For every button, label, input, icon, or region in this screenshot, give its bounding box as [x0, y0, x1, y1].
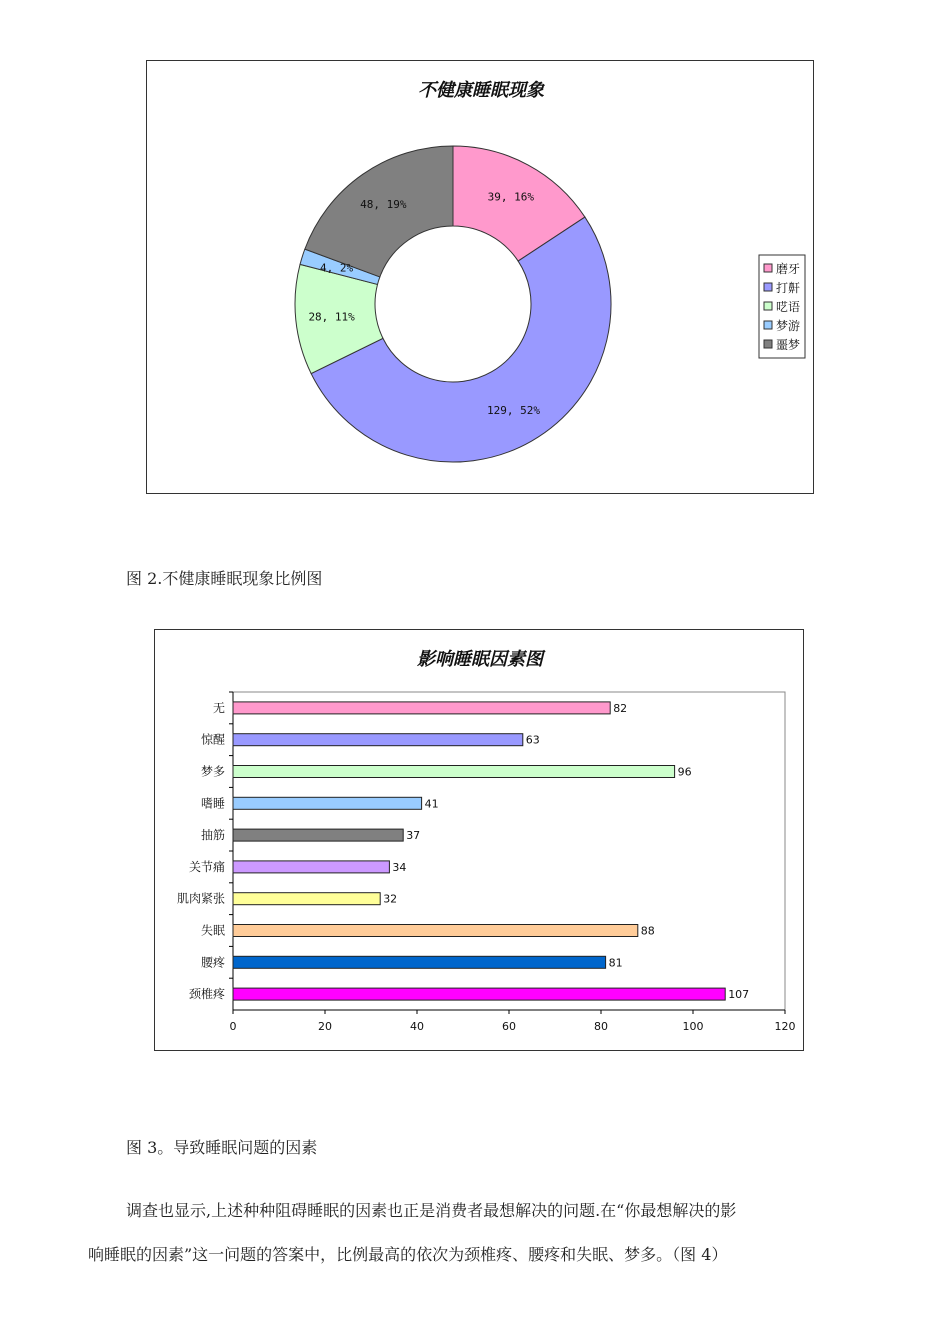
bar-value-label-9: 81 — [608, 956, 623, 970]
bar-value-label-3: 96 — [677, 765, 692, 779]
bar-category-label-6: 关节痛 — [188, 859, 225, 874]
bar-9 — [233, 956, 606, 968]
donut-slices — [295, 146, 611, 462]
donut-legend-label-3: 呓语 — [776, 300, 801, 314]
x-tick-label-1: 20 — [318, 1020, 332, 1033]
donut-legend-swatch-5 — [764, 340, 772, 348]
bar-category-label-8: 失眠 — [200, 923, 225, 938]
donut-chart-frame — [146, 60, 814, 494]
figure-2-caption: 图 2.不健康睡眠现象比例图 — [126, 569, 323, 588]
x-tick-label-2: 40 — [410, 1020, 424, 1033]
bar-category-label-10: 颈椎疼 — [188, 987, 225, 1002]
donut-slice-label-5: 48, 19% — [360, 197, 407, 211]
donut-legend-swatch-2 — [764, 283, 772, 291]
donut-slice-label-4: 4, 2% — [320, 261, 354, 275]
donut-slice-label-1: 39, 16% — [487, 190, 535, 204]
donut-slice-label-3: 28, 11% — [308, 310, 355, 324]
bar-chart — [155, 630, 805, 1052]
bar-3 — [233, 766, 675, 778]
donut-legend-label-2: 打鼾 — [776, 281, 801, 295]
x-tick-label-6: 120 — [774, 1020, 796, 1033]
x-tick-label-3: 60 — [502, 1020, 516, 1033]
donut-chart-title: 不健康睡眠现象 — [418, 80, 544, 101]
figure-3-caption: 图 3。导致睡眠问题的因素 — [126, 1138, 318, 1157]
bar-value-label-10: 107 — [728, 988, 750, 1002]
donut-legend-label-5: 噩梦 — [776, 338, 801, 352]
donut-legend-swatch-1 — [764, 264, 772, 272]
bar-value-label-8: 88 — [640, 924, 655, 938]
paragraph-line-2: 响睡眠的因素”这一问题的答案中，比例最高的依次为颈椎疼、腰疼和失眠、梦多。（图 4） — [88, 1245, 728, 1264]
bar-value-label-2: 63 — [525, 733, 540, 747]
bar-category-label-7: 肌肉紧张 — [176, 891, 225, 906]
bar-value-label-5: 37 — [406, 829, 421, 843]
bar-category-label-2: 惊醒 — [200, 732, 225, 747]
bar-value-label-7: 32 — [383, 892, 398, 906]
bar-value-label-6: 34 — [392, 860, 407, 874]
donut-legend-label-4: 梦游 — [776, 319, 801, 333]
bar-category-label-5: 抽筋 — [200, 828, 225, 843]
donut-slice-5 — [305, 146, 453, 277]
bar-10 — [233, 988, 725, 1000]
donut-slice-label-2: 129, 52% — [487, 403, 541, 417]
bar-value-label-1: 82 — [613, 701, 628, 715]
x-tick-label-4: 80 — [594, 1020, 608, 1033]
donut-legend-swatch-3 — [764, 302, 772, 310]
bar-category-label-4: 嗜睡 — [200, 796, 225, 811]
bar-2 — [233, 734, 523, 746]
x-tick-label-0: 0 — [229, 1020, 237, 1033]
bar-8 — [233, 925, 638, 937]
bar-chart-frame — [154, 629, 804, 1051]
donut-chart — [147, 61, 815, 495]
donut-legend — [759, 255, 805, 358]
donut-legend-label-1: 磨牙 — [776, 262, 801, 276]
bar-6 — [233, 861, 389, 873]
x-tick-label-5: 100 — [682, 1020, 704, 1033]
bar-category-label-1: 无 — [212, 700, 225, 715]
bar-chart-title: 影响睡眠因素图 — [417, 649, 543, 670]
bar-4 — [233, 797, 422, 809]
donut-legend-swatch-4 — [764, 321, 772, 329]
paragraph-line-1: 调查也显示,上述种种阻碍睡眠的因素也正是消费者最想解决的问题.在“你最想解决的影 — [126, 1201, 737, 1220]
bar-plot-area — [177, 692, 796, 1033]
bar-1 — [233, 702, 610, 714]
bar-category-label-3: 梦多 — [200, 764, 225, 779]
bar-7 — [233, 893, 380, 905]
bar-category-label-9: 腰疼 — [200, 955, 225, 970]
bar-value-label-4: 41 — [424, 797, 439, 811]
bar-5 — [233, 829, 403, 841]
